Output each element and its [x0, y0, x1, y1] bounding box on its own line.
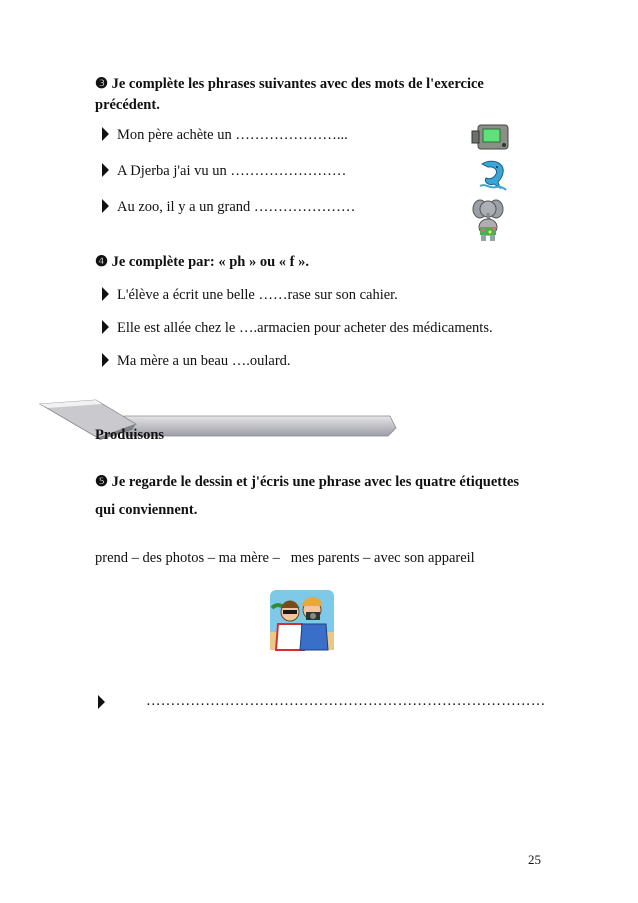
bullet-icon	[102, 199, 109, 213]
answer-line[interactable]: ………………………………………………………………………	[146, 693, 546, 709]
bullet-icon	[102, 353, 109, 367]
exercise4-item-2: Elle est allée chez le ….armacien pour acheter des médicaments.	[117, 320, 493, 336]
elephant-icon	[470, 195, 506, 243]
bullet-icon	[98, 695, 105, 709]
exercise3-title-line2: précédent.	[95, 97, 160, 113]
exercise3-number: ❸	[95, 76, 108, 92]
exercise3-item-2: A Djerba j'ai vu un ……………………	[117, 163, 347, 179]
exercise4-number: ❹	[95, 254, 108, 270]
section-title: Produisons	[95, 427, 165, 443]
bullet-icon	[102, 163, 109, 177]
exercise4-item-1: L'élève a écrit une belle ……rase sur son cahier.	[117, 287, 398, 303]
exercise5-title-line2: qui conviennent.	[95, 502, 198, 518]
bullet-icon	[102, 127, 109, 141]
section-banner	[36, 396, 402, 442]
exercise4-title-text: Je complète par: « ph » ou « f ».	[111, 254, 309, 270]
exercise3-item-1: Mon père achète un …………………...	[117, 127, 348, 143]
dolphin-icon	[478, 158, 508, 192]
exercise5-labels: prend – des photos – ma mère – mes parents – avec son appareil	[95, 550, 475, 566]
exercise4-title	[95, 254, 309, 271]
family-photo-illustration	[268, 588, 336, 652]
exercise3-title-line1: Je complète les phrases suivantes avec des mots de l'exercice	[111, 76, 484, 92]
exercise4-item-3: Ma mère a un beau ….oulard.	[117, 353, 291, 369]
exercise5-number: ❺	[95, 474, 108, 490]
page-number: 25	[528, 852, 541, 867]
bullet-icon	[102, 287, 109, 301]
exercise3-title	[95, 76, 484, 93]
bullet-icon	[102, 320, 109, 334]
camcorder-icon	[470, 122, 514, 152]
exercise5-title	[95, 474, 519, 491]
exercise3-item-3: Au zoo, il y a un grand …………………	[117, 199, 356, 215]
exercise5-title-line1: Je regarde le dessin et j'écris une phrase avec les quatre étiquettes	[111, 474, 520, 490]
